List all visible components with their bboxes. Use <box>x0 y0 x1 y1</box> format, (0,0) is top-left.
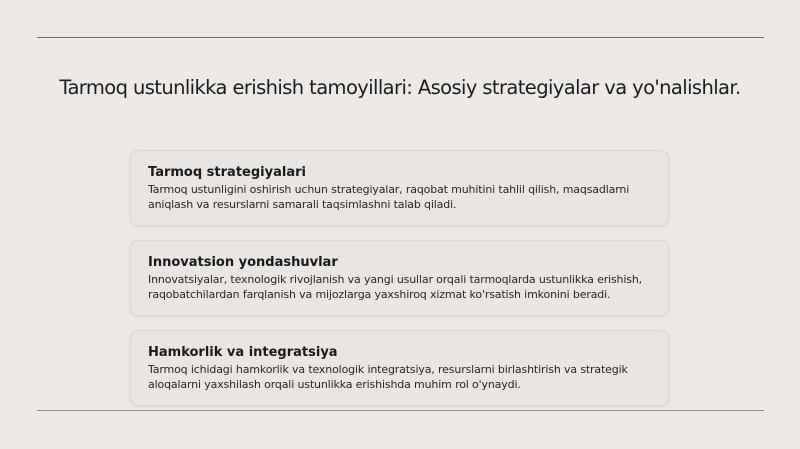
card-tarmoq-strategiyalari <box>130 150 669 226</box>
card-title: Innovatsion yondashuvlar <box>148 255 338 270</box>
card-list <box>130 150 669 406</box>
card-body: Innovatsiyalar, texnologik rivojlanish va yangi usullar orqali tarmoqlarda ustunlikka erishish, raqobatchilardan farqlanish va mijozlarga yaxshiroq xizmat ko'rsatish imkonini beradi. <box>148 273 643 301</box>
top-divider <box>37 37 764 38</box>
card-innovatsion-yondashuvlar <box>130 240 669 316</box>
card-body: Tarmoq ichidagi hamkorlik va texnologik integratsiya, resurslarni birlashtirish va strategik aloqalarni yaxshilash orqali ustunlikka erishishda muhim rol o'ynaydi. <box>148 363 628 391</box>
card-hamkorlik-va-integratsiya <box>130 330 669 406</box>
card-title: Hamkorlik va integratsiya <box>148 345 338 360</box>
page-title: Tarmoq ustunlikka erishish tamoyillari: Asosiy strategiyalar va yo'nalishlar. <box>59 76 741 99</box>
card-body: Tarmoq ustunligini oshirish uchun strategiyalar, raqobat muhitini tahlil qilish, maqsadlarni aniqlash va resurslarni samarali taqsimlashni talab qiladi. <box>148 183 630 211</box>
bottom-divider <box>37 410 764 411</box>
card-title: Tarmoq strategiyalari <box>148 165 306 180</box>
